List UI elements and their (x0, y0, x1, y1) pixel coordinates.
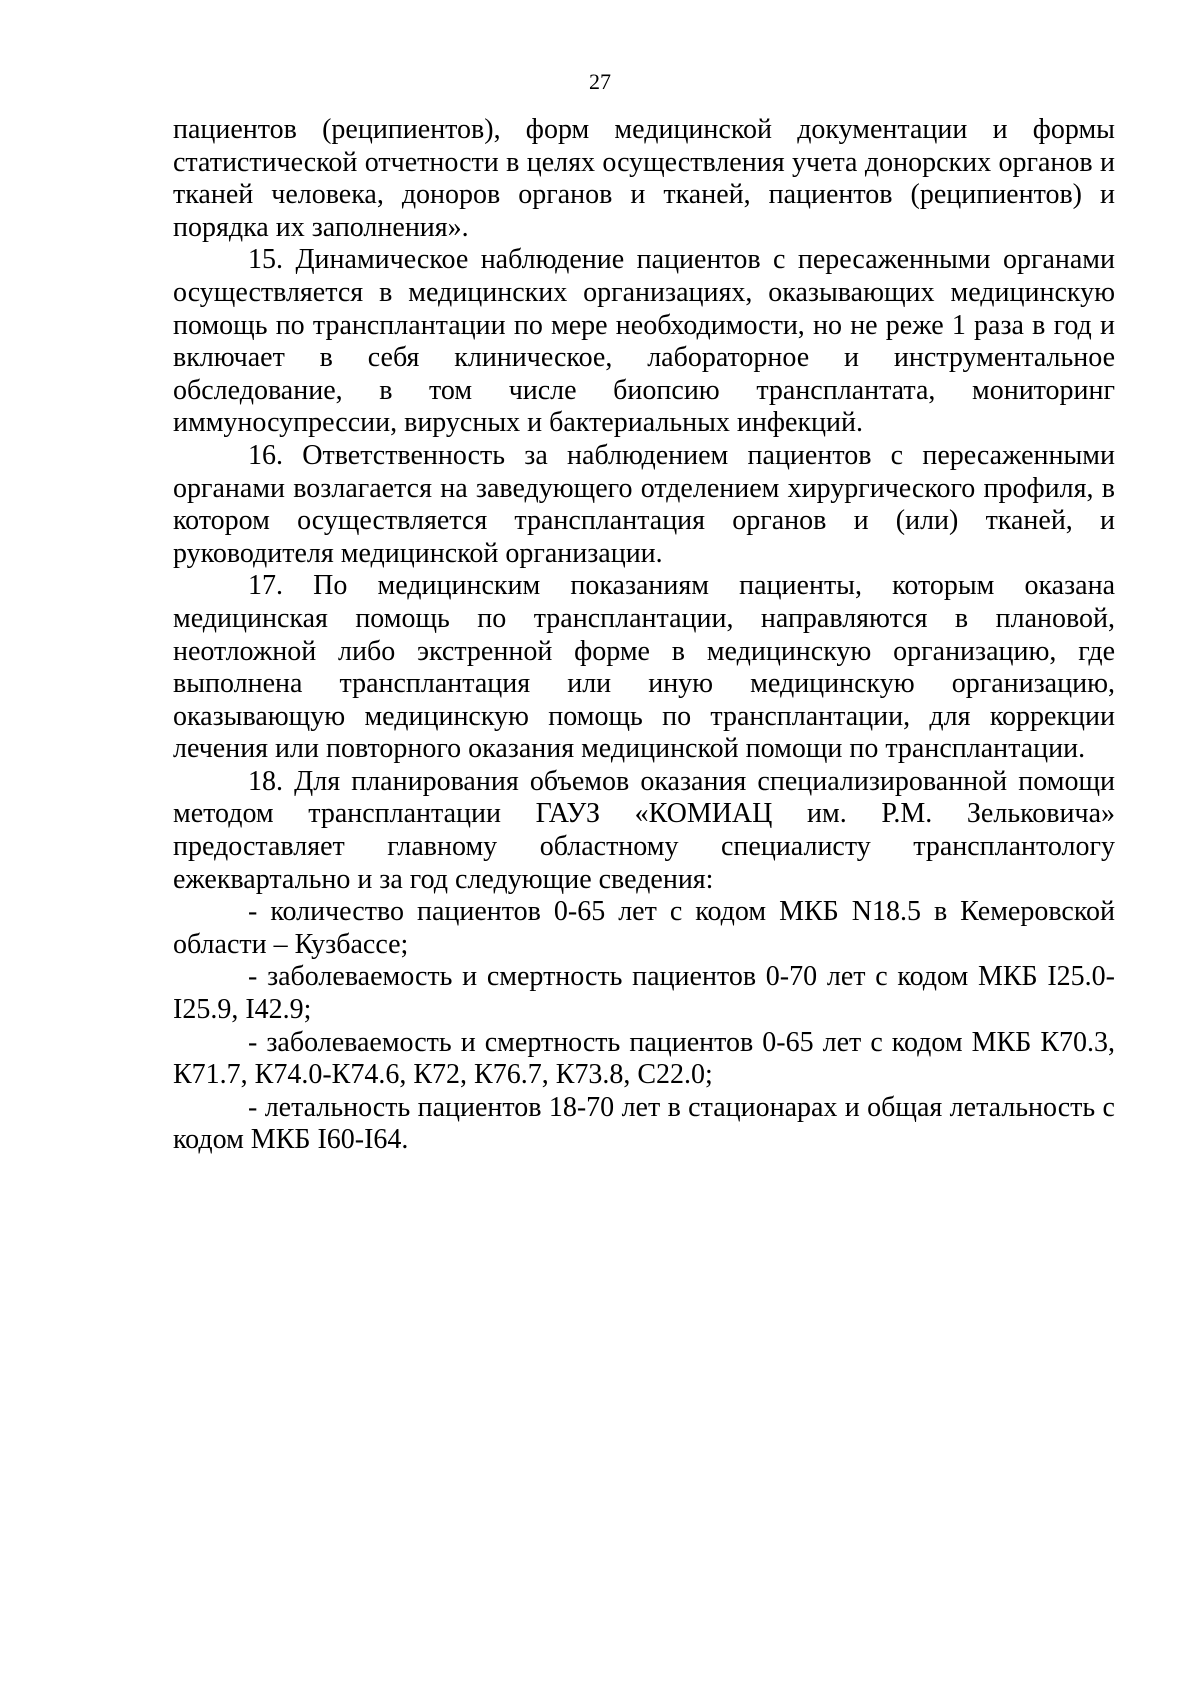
list-item-i60: - летальность пациентов 18-70 лет в стационарах и общая летальность с кодом МКБ I60-I64. (173, 1091, 1115, 1156)
list-item-n18: - количество пациентов 0-65 лет с кодом МКБ N18.5 в Кемеровской области – Кузбассе; (173, 896, 1115, 960)
paragraph-18: 18. Для планирования объемов оказания специализированной помощи методом трансплантации ГАУЗ «КОМИАЦ им. Р.М. Зельковича» предоставляет главному областному специалисту трансплантологу ежеквартально и за год следующие сведения: (173, 765, 1115, 895)
paragraph-15: 15. Динамическое наблюдение пациентов с пересаженными органами осуществляется в медицинских организациях, оказывающих медицинскую помощь по трансплантации по мере необходимости, но не реже 1 раза в год и включает в себя клиническое, лабораторное и инструментальное обследование, в том числе биопсию трансплантата, мониторинг иммуносупрессии, вирусных и бактериальных инфекций. (173, 244, 1115, 439)
paragraph-continuation: пациентов (реципиентов), форм медицинской документации и формы статистической отчетности в целях осуществления учета донорских органов и тканей человека, доноров органов и тканей, пациентов (реципиентов) и порядка их заполнения». (173, 114, 1115, 243)
page-number: 27 (589, 69, 611, 94)
document-body (173, 114, 1115, 1157)
list-item-k70: - заболеваемость и смертность пациентов 0-65 лет с кодом МКБ К70.3, К71.7, К74.0-К74.6, К72, К76.7, К73.8, С22.0; (173, 1026, 1115, 1091)
paragraph-16: 16. Ответственность за наблюдением пациентов с пересаженными органами возлагается на заведующего отделением хирургического профиля, в котором осуществляется трансплантация органов и (или) тканей, и руководителя медицинской организации. (173, 439, 1115, 569)
list-item-i25: - заболеваемость и смертность пациентов 0-70 лет с кодом МКБ I25.0-I25.9, I42.9; (173, 961, 1115, 1026)
paragraph-17: 17. По медицинским показаниям пациенты, которым оказана медицинская помощь по трансплантации, направляются в плановой, неотложной либо экстренной форме в медицинскую организацию, где выполнена трансплантация или иную медицинскую организацию, оказывающую медицинскую помощь по трансплантации, для коррекции лечения или повторного оказания медицинской помощи по трансплантации. (173, 570, 1115, 765)
